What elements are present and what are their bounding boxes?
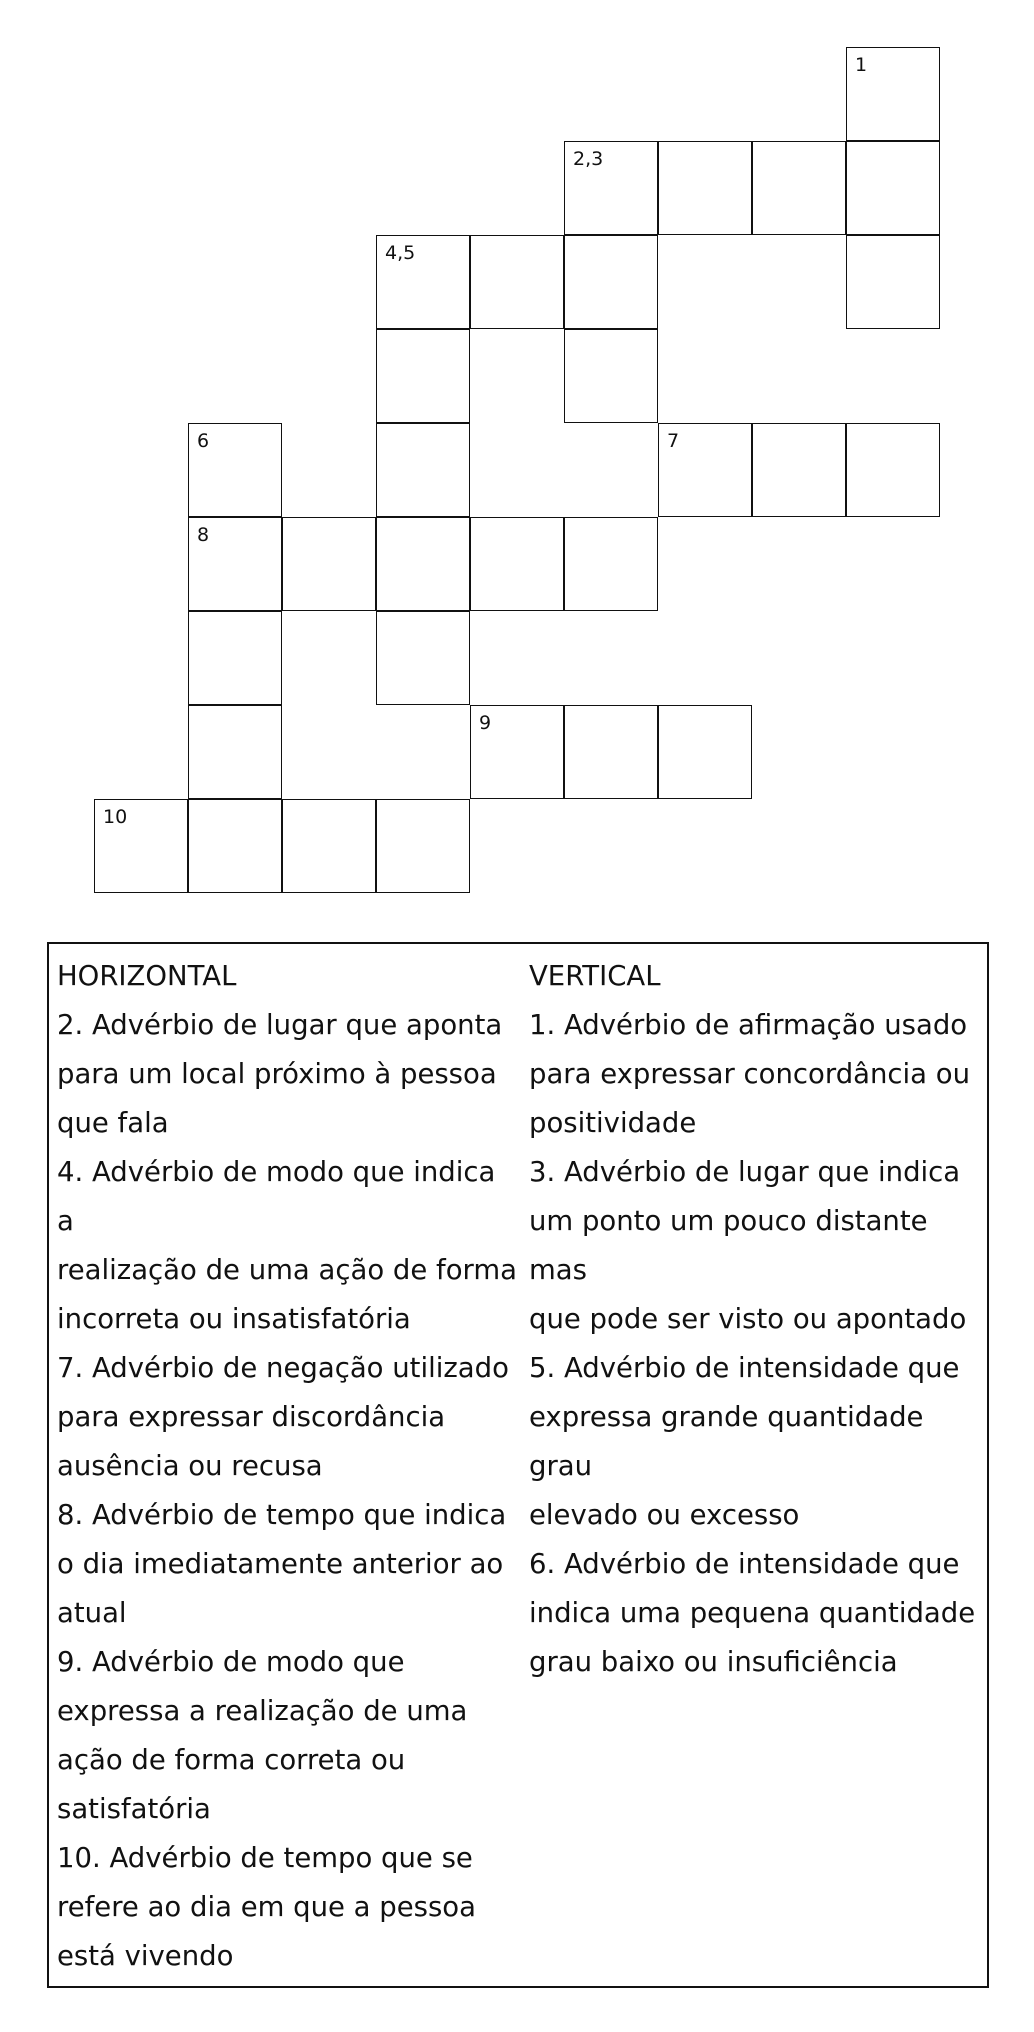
clue-number: 1 — [855, 54, 868, 76]
clue-line: o dia imediatamente anterior ao — [57, 1548, 504, 1580]
clue-line: ação de forma correta ou — [57, 1744, 406, 1776]
crossword-cell[interactable] — [470, 517, 564, 611]
vertical-heading: VERTICAL — [529, 960, 661, 992]
clue-line: 7. Advérbio de negação utilizado — [57, 1352, 509, 1384]
crossword-cell[interactable] — [282, 517, 376, 611]
clue-line: 2. Advérbio de lugar que aponta — [57, 1009, 503, 1041]
vertical-clues — [529, 952, 984, 1687]
crossword-cell-1[interactable] — [846, 47, 940, 141]
clue-line: 1. Advérbio de afirmação usado — [529, 1009, 968, 1041]
clue-line: refere ao dia em que a pessoa — [57, 1891, 476, 1923]
clue-line: para expressar concordância ou — [529, 1058, 971, 1090]
clue-line: realização de uma ação de forma — [57, 1254, 517, 1286]
clue-number: 8 — [197, 524, 210, 546]
crossword-cell-10[interactable] — [94, 799, 188, 893]
horizontal-heading: HORIZONTAL — [57, 960, 237, 992]
crossword-cell-7[interactable] — [658, 423, 752, 517]
crossword-cell[interactable] — [846, 235, 940, 329]
clue-line: 10. Advérbio de tempo que se — [57, 1842, 473, 1874]
clue-line: ausência ou recusa — [57, 1450, 323, 1482]
crossword-cell[interactable] — [564, 517, 658, 611]
crossword-grid — [0, 0, 1034, 940]
crossword-cell[interactable] — [752, 423, 846, 517]
crossword-cell[interactable] — [564, 235, 658, 329]
clue-line: 5. Advérbio de intensidade que — [529, 1352, 960, 1384]
clue-number: 6 — [197, 430, 210, 452]
crossword-cell[interactable] — [564, 705, 658, 799]
crossword-cell-6[interactable] — [188, 423, 282, 517]
crossword-cell[interactable] — [376, 517, 470, 611]
crossword-cell[interactable] — [658, 705, 752, 799]
crossword-cell[interactable] — [282, 799, 376, 893]
clue-line: 8. Advérbio de tempo que indica — [57, 1499, 507, 1531]
crossword-cell-4-5[interactable] — [376, 235, 470, 329]
horizontal-clues — [57, 952, 517, 1981]
clue-number: 7 — [667, 430, 680, 452]
clue-line: positividade — [529, 1107, 697, 1139]
clue-line: para um local próximo à pessoa — [57, 1058, 497, 1090]
clue-number: 2,3 — [573, 148, 604, 170]
crossword-cell[interactable] — [376, 611, 470, 705]
clue-number: 9 — [479, 712, 492, 734]
crossword-cell-8[interactable] — [188, 517, 282, 611]
crossword-cell[interactable] — [376, 329, 470, 423]
clue-number: 10 — [103, 806, 128, 828]
clue-line: satisfatória — [57, 1793, 211, 1825]
clue-line: 6. Advérbio de intensidade que — [529, 1548, 960, 1580]
crossword-cell[interactable] — [470, 235, 564, 329]
clue-line: 4. Advérbio de modo que indica a — [57, 1156, 496, 1237]
clue-line: que pode ser visto ou apontado — [529, 1303, 967, 1335]
clue-line: um ponto um pouco distante mas — [529, 1205, 928, 1286]
clue-line: expressa grande quantidade grau — [529, 1401, 924, 1482]
clue-line: atual — [57, 1597, 127, 1629]
clue-line: 9. Advérbio de modo que — [57, 1646, 405, 1678]
clue-number: 4,5 — [385, 242, 416, 264]
crossword-cell[interactable] — [376, 423, 470, 517]
clue-line: expressa a realização de uma — [57, 1695, 468, 1727]
crossword-cell[interactable] — [752, 141, 846, 235]
crossword-cell[interactable] — [564, 329, 658, 423]
crossword-cell[interactable] — [658, 141, 752, 235]
crossword-cell-9[interactable] — [470, 705, 564, 799]
crossword-cell[interactable] — [188, 705, 282, 799]
crossword-cell[interactable] — [188, 611, 282, 705]
clue-line: incorreta ou insatisfatória — [57, 1303, 411, 1335]
crossword-cell[interactable] — [188, 799, 282, 893]
crossword-cell-2-3[interactable] — [564, 141, 658, 235]
crossword-cell[interactable] — [376, 799, 470, 893]
clue-line: indica uma pequena quantidade — [529, 1597, 976, 1629]
clues-box — [47, 942, 989, 1988]
clue-line: 3. Advérbio de lugar que indica — [529, 1156, 961, 1188]
clue-line: elevado ou excesso — [529, 1499, 800, 1531]
clue-line: está vivendo — [57, 1940, 234, 1972]
clue-line: para expressar discordância — [57, 1401, 446, 1433]
crossword-cell[interactable] — [846, 141, 940, 235]
crossword-cell[interactable] — [846, 423, 940, 517]
clue-line: que fala — [57, 1107, 169, 1139]
clue-line: grau baixo ou insuficiência — [529, 1646, 898, 1678]
